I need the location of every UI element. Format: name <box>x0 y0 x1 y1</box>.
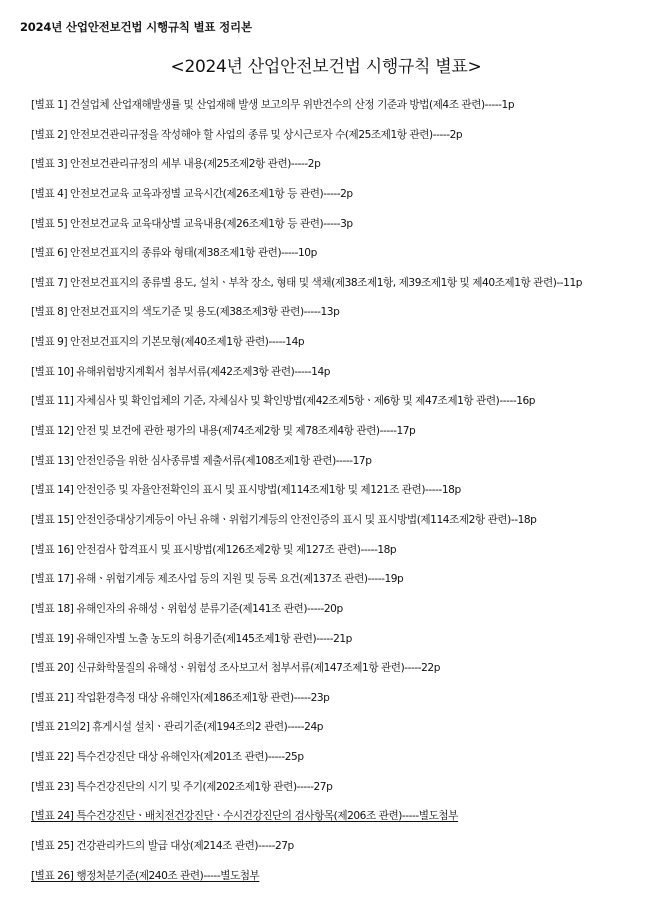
toc-item-text: [별표 21] 작업환경측정 대상 유해인자(제186조제1항 관련)-----23p <box>31 691 330 704</box>
toc-item <box>31 481 643 511</box>
toc-item <box>31 274 643 304</box>
toc-item <box>31 422 643 452</box>
toc-item-text: [별표 6] 안전보건표지의 종류와 형태(제38조제1항 관련)-----10p <box>31 247 317 260</box>
toc-item <box>31 778 643 808</box>
toc-item-text: [별표 23] 특수건강진단의 시기 및 주기(제202조제1항 관련)-----27p <box>31 780 333 793</box>
toc-item <box>31 807 643 837</box>
toc-item-text: [별표 15] 안전인증대상기계등이 아닌 유해ㆍ위험기계등의 안전인증의 표시 및 표시방법(제114조제2항 관련)--18p <box>31 513 537 526</box>
toc-item-text: [별표 9] 안전보건표지의 기본모형(제40조제1항 관련)-----14p <box>31 336 305 349</box>
toc-item <box>31 689 643 719</box>
toc-item-text: [별표 4] 안전보건교육 교육과정별 교육시간(제26조제1항 등 관련)-----2p <box>31 187 353 200</box>
toc-item <box>31 392 643 422</box>
toc-item-text: [별표 25] 건강관리카드의 발급 대상(제214조 관련)-----27p <box>31 840 294 853</box>
toc-item <box>31 511 643 541</box>
toc-item-text: [별표 19] 유해인자별 노출 농도의 허용기준(제145조제1항 관련)-----21p <box>31 632 352 645</box>
toc-item-text: [별표 3] 안전보건관리규정의 세부 내용(제25조제2항 관련)-----2p <box>31 158 321 171</box>
toc-item <box>31 244 643 274</box>
toc-item-text: [별표 24] 특수건강진단ㆍ배치전건강진단ㆍ수시건강진단의 검사항목(제206조 관련)-----별도첨부 <box>31 810 458 823</box>
toc-item-text: [별표 26] 행정처분기준(제240조 관련)-----별도첨부 <box>31 869 260 882</box>
toc-item <box>31 570 643 600</box>
page-title: <2024년 산업안전보건법 시행규칙 별표> <box>170 57 482 77</box>
toc-item-text: [별표 1] 건설업체 산업재해발생률 및 산업재해 발생 보고의무 위반건수의 산정 기준과 방법(제4조 관련)-----1p <box>31 99 515 111</box>
toc-item-text: [별표 14] 안전인증 및 자율안전확인의 표시 및 표시방법(제114조제1항 및 제121조 관련)-----18p <box>31 484 461 497</box>
toc-item <box>31 363 643 393</box>
toc-item-text: [별표 16] 안전검사 합격표시 및 표시방법(제126조제2항 및 제127조 관련)-----18p <box>31 543 397 556</box>
toc-item <box>31 541 643 571</box>
toc-item <box>31 96 643 126</box>
document-header: 2024년 산업안전보건법 시행규칙 별표 정리본 <box>20 20 252 34</box>
toc-item <box>31 126 643 156</box>
toc-item <box>31 718 643 748</box>
toc-item <box>31 215 643 245</box>
toc-item-text: [별표 7] 안전보건표지의 종류별 용도, 설치ㆍ부착 장소, 형태 및 색채(제38조제1항, 제39조제1항 및 제40조제1항 관련)--11p <box>31 276 583 289</box>
toc-item-text: [별표 20] 신규화학물질의 유해성ㆍ위험성 조사보고서 첨부서류(제147조제1항 관련)-----22p <box>31 662 440 675</box>
toc-item-text: [별표 5] 안전보건교육 교육대상별 교육내용(제26조제1항 등 관련)-----3p <box>31 217 353 230</box>
toc-item <box>31 333 643 363</box>
toc-item <box>31 303 643 333</box>
toc-item-text: [별표 8] 안전보건표지의 색도기준 및 용도(제38조제3항 관련)-----13p <box>31 306 340 319</box>
toc-item-text: [별표 13] 안전인증을 위한 심사종류별 제출서류(제108조제1항 관련)-----17p <box>31 454 372 467</box>
toc-item <box>31 452 643 482</box>
toc-item <box>31 867 643 897</box>
toc-item-text: [별표 17] 유해ㆍ위험기계등 제조사업 등의 지원 및 등록 요건(제137조 관련)-----19p <box>31 573 404 586</box>
toc-item-text: [별표 18] 유해인자의 유해성ㆍ위험성 분류기준(제141조 관련)-----20p <box>31 602 343 615</box>
toc-item <box>31 748 643 778</box>
toc-item <box>31 837 643 867</box>
toc-item <box>31 630 643 660</box>
toc-item-text: [별표 22] 특수건강진단 대상 유해인자(제201조 관련)-----25p <box>31 751 304 764</box>
toc-item-text: [별표 11] 자체심사 및 확인업체의 기준, 자체심사 및 확인방법(제42조제5항ㆍ제6항 및 제47조제1항 관련)-----16p <box>31 395 536 408</box>
toc-item <box>31 600 643 630</box>
table-of-contents <box>31 96 643 896</box>
toc-item <box>31 185 643 215</box>
toc-item-text: [별표 2] 안전보건관리규정을 작성해야 할 사업의 종류 및 상시근로자 수(제25조제1항 관련)-----2p <box>31 128 463 141</box>
toc-item-text: [별표 12] 안전 및 보건에 관한 평가의 내용(제74조제2항 및 제78조제4항 관련)-----17p <box>31 425 416 438</box>
toc-item <box>31 659 643 689</box>
toc-item-text: [별표 10] 유해위험방지계획서 첨부서류(제42조제3항 관련)-----14p <box>31 365 331 378</box>
toc-item-text: [별표 21의2] 휴게시설 설치ㆍ관리기준(제194조의2 관련)-----24p <box>31 721 324 734</box>
toc-item <box>31 155 643 185</box>
